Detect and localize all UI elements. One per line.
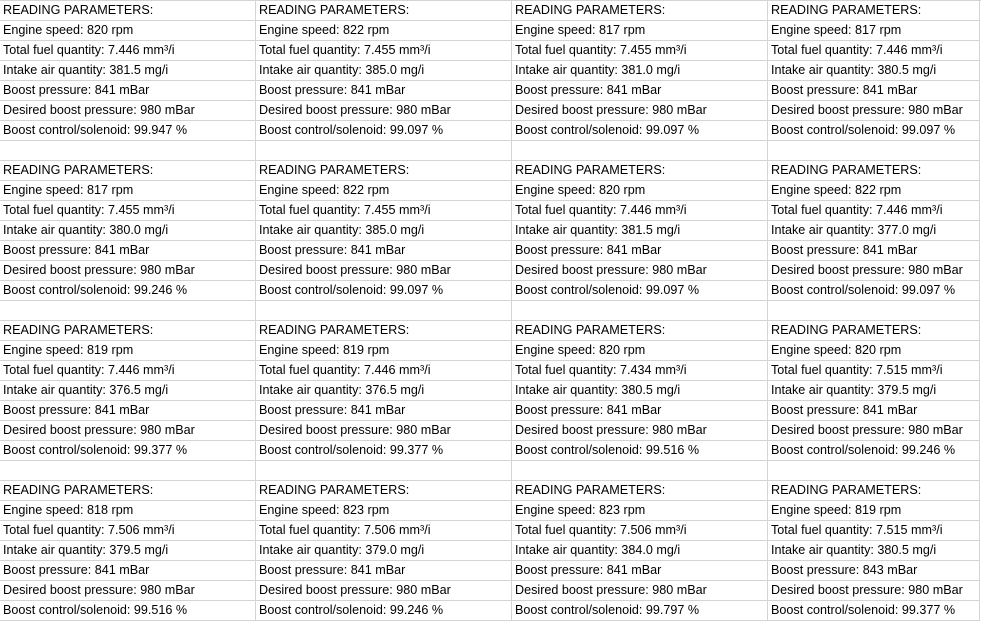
- cell-parameter[interactable]: Total fuel quantity: 7.446 mm³/i: [768, 41, 980, 61]
- cell-empty[interactable]: [512, 141, 768, 161]
- cell-empty[interactable]: [0, 301, 256, 321]
- cell-parameter[interactable]: Boost pressure: 841 mBar: [512, 561, 768, 581]
- cell-parameter[interactable]: Total fuel quantity: 7.446 mm³/i: [0, 41, 256, 61]
- cell-parameter[interactable]: Total fuel quantity: 7.446 mm³/i: [0, 361, 256, 381]
- cell-parameter[interactable]: Boost control/solenoid: 99.246 %: [256, 601, 512, 621]
- cell-parameter[interactable]: Total fuel quantity: 7.506 mm³/i: [512, 521, 768, 541]
- cell-parameter[interactable]: Total fuel quantity: 7.515 mm³/i: [768, 361, 980, 381]
- cell-parameter[interactable]: Total fuel quantity: 7.446 mm³/i: [256, 361, 512, 381]
- cell-parameter[interactable]: Boost pressure: 841 mBar: [768, 81, 980, 101]
- cell-parameter[interactable]: Engine speed: 823 rpm: [256, 501, 512, 521]
- cell-parameter[interactable]: Boost pressure: 841 mBar: [0, 81, 256, 101]
- cell-reading-heading[interactable]: READING PARAMETERS:: [0, 161, 256, 181]
- cell-reading-heading[interactable]: READING PARAMETERS:: [512, 161, 768, 181]
- cell-reading-heading[interactable]: READING PARAMETERS:: [768, 161, 980, 181]
- cell-reading-heading[interactable]: READING PARAMETERS:: [512, 1, 768, 21]
- cell-reading-heading[interactable]: READING PARAMETERS:: [256, 321, 512, 341]
- cell-parameter[interactable]: Boost control/solenoid: 99.797 %: [512, 601, 768, 621]
- cell-parameter[interactable]: Desired boost pressure: 980 mBar: [0, 421, 256, 441]
- cell-parameter[interactable]: Boost pressure: 841 mBar: [512, 241, 768, 261]
- cell-parameter[interactable]: Boost control/solenoid: 99.377 %: [0, 441, 256, 461]
- cell-empty[interactable]: [512, 461, 768, 481]
- cell-parameter[interactable]: Intake air quantity: 377.0 mg/i: [768, 221, 980, 241]
- cell-parameter[interactable]: Boost control/solenoid: 99.246 %: [0, 281, 256, 301]
- cell-parameter[interactable]: Boost control/solenoid: 99.516 %: [512, 441, 768, 461]
- cell-empty[interactable]: [768, 301, 980, 321]
- cell-parameter[interactable]: Intake air quantity: 379.5 mg/i: [768, 381, 980, 401]
- cell-parameter[interactable]: Boost pressure: 841 mBar: [512, 401, 768, 421]
- cell-parameter[interactable]: Intake air quantity: 385.0 mg/i: [256, 61, 512, 81]
- cell-parameter[interactable]: Engine speed: 819 rpm: [256, 341, 512, 361]
- cell-parameter[interactable]: Intake air quantity: 380.5 mg/i: [768, 61, 980, 81]
- cell-parameter[interactable]: Total fuel quantity: 7.455 mm³/i: [256, 41, 512, 61]
- cell-parameter[interactable]: Total fuel quantity: 7.455 mm³/i: [0, 201, 256, 221]
- cell-reading-heading[interactable]: READING PARAMETERS:: [0, 1, 256, 21]
- cell-parameter[interactable]: Intake air quantity: 376.5 mg/i: [0, 381, 256, 401]
- cell-parameter[interactable]: Desired boost pressure: 980 mBar: [512, 261, 768, 281]
- cell-parameter[interactable]: Engine speed: 820 rpm: [512, 181, 768, 201]
- cell-parameter[interactable]: Engine speed: 822 rpm: [256, 21, 512, 41]
- cell-parameter[interactable]: Engine speed: 822 rpm: [256, 181, 512, 201]
- cell-parameter[interactable]: Desired boost pressure: 980 mBar: [0, 581, 256, 601]
- cell-parameter[interactable]: Boost pressure: 841 mBar: [0, 241, 256, 261]
- cell-reading-heading[interactable]: READING PARAMETERS:: [768, 1, 980, 21]
- cell-parameter[interactable]: Engine speed: 820 rpm: [512, 341, 768, 361]
- cell-parameter[interactable]: Intake air quantity: 381.5 mg/i: [0, 61, 256, 81]
- cell-parameter[interactable]: Desired boost pressure: 980 mBar: [256, 101, 512, 121]
- cell-parameter[interactable]: Engine speed: 820 rpm: [0, 21, 256, 41]
- cell-reading-heading[interactable]: READING PARAMETERS:: [0, 481, 256, 501]
- cell-parameter[interactable]: Intake air quantity: 385.0 mg/i: [256, 221, 512, 241]
- cell-parameter[interactable]: Boost control/solenoid: 99.097 %: [512, 121, 768, 141]
- cell-parameter[interactable]: Boost pressure: 841 mBar: [256, 241, 512, 261]
- cell-parameter[interactable]: Boost pressure: 841 mBar: [256, 81, 512, 101]
- cell-empty[interactable]: [768, 141, 980, 161]
- cell-parameter[interactable]: Desired boost pressure: 980 mBar: [512, 581, 768, 601]
- cell-parameter[interactable]: Intake air quantity: 379.0 mg/i: [256, 541, 512, 561]
- cell-empty[interactable]: [256, 461, 512, 481]
- cell-parameter[interactable]: Boost control/solenoid: 99.246 %: [768, 441, 980, 461]
- cell-parameter[interactable]: Boost pressure: 841 mBar: [0, 401, 256, 421]
- cell-parameter[interactable]: Engine speed: 818 rpm: [0, 501, 256, 521]
- cell-parameter[interactable]: Engine speed: 817 rpm: [768, 21, 980, 41]
- cell-parameter[interactable]: Boost pressure: 841 mBar: [768, 241, 980, 261]
- cell-parameter[interactable]: Boost control/solenoid: 99.947 %: [0, 121, 256, 141]
- cell-parameter[interactable]: Engine speed: 819 rpm: [0, 341, 256, 361]
- cell-parameter[interactable]: Boost control/solenoid: 99.516 %: [0, 601, 256, 621]
- cell-parameter[interactable]: Total fuel quantity: 7.515 mm³/i: [768, 521, 980, 541]
- cell-parameter[interactable]: Total fuel quantity: 7.446 mm³/i: [512, 201, 768, 221]
- cell-empty[interactable]: [256, 301, 512, 321]
- cell-parameter[interactable]: Engine speed: 819 rpm: [768, 501, 980, 521]
- cell-parameter[interactable]: Engine speed: 823 rpm: [512, 501, 768, 521]
- cell-parameter[interactable]: Intake air quantity: 380.5 mg/i: [512, 381, 768, 401]
- cell-parameter[interactable]: Boost control/solenoid: 99.097 %: [256, 281, 512, 301]
- cell-empty[interactable]: [0, 141, 256, 161]
- cell-empty[interactable]: [512, 301, 768, 321]
- cell-parameter[interactable]: Boost control/solenoid: 99.377 %: [768, 601, 980, 621]
- cell-parameter[interactable]: Intake air quantity: 380.0 mg/i: [0, 221, 256, 241]
- cell-parameter[interactable]: Intake air quantity: 381.0 mg/i: [512, 61, 768, 81]
- cell-parameter[interactable]: Boost pressure: 841 mBar: [512, 81, 768, 101]
- cell-parameter[interactable]: Desired boost pressure: 980 mBar: [512, 421, 768, 441]
- cell-empty[interactable]: [768, 461, 980, 481]
- cell-reading-heading[interactable]: READING PARAMETERS:: [256, 161, 512, 181]
- cell-parameter[interactable]: Boost pressure: 841 mBar: [768, 401, 980, 421]
- cell-parameter[interactable]: Desired boost pressure: 980 mBar: [256, 581, 512, 601]
- cell-parameter[interactable]: Boost control/solenoid: 99.097 %: [768, 121, 980, 141]
- cell-parameter[interactable]: Total fuel quantity: 7.455 mm³/i: [256, 201, 512, 221]
- cell-parameter[interactable]: Desired boost pressure: 980 mBar: [256, 261, 512, 281]
- cell-parameter[interactable]: Engine speed: 817 rpm: [512, 21, 768, 41]
- cell-parameter[interactable]: Desired boost pressure: 980 mBar: [0, 261, 256, 281]
- cell-parameter[interactable]: Total fuel quantity: 7.506 mm³/i: [0, 521, 256, 541]
- cell-reading-heading[interactable]: READING PARAMETERS:: [768, 321, 980, 341]
- cell-parameter[interactable]: Desired boost pressure: 980 mBar: [512, 101, 768, 121]
- cell-parameter[interactable]: Boost pressure: 841 mBar: [256, 401, 512, 421]
- cell-reading-heading[interactable]: READING PARAMETERS:: [256, 1, 512, 21]
- cell-reading-heading[interactable]: READING PARAMETERS:: [256, 481, 512, 501]
- cell-parameter[interactable]: Desired boost pressure: 980 mBar: [768, 581, 980, 601]
- cell-parameter[interactable]: Total fuel quantity: 7.455 mm³/i: [512, 41, 768, 61]
- cell-parameter[interactable]: Intake air quantity: 380.5 mg/i: [768, 541, 980, 561]
- cell-parameter[interactable]: Engine speed: 820 rpm: [768, 341, 980, 361]
- cell-parameter[interactable]: Intake air quantity: 384.0 mg/i: [512, 541, 768, 561]
- cell-parameter[interactable]: Engine speed: 822 rpm: [768, 181, 980, 201]
- cell-empty[interactable]: [256, 141, 512, 161]
- cell-parameter[interactable]: Total fuel quantity: 7.446 mm³/i: [768, 201, 980, 221]
- cell-reading-heading[interactable]: READING PARAMETERS:: [0, 321, 256, 341]
- cell-parameter[interactable]: Boost control/solenoid: 99.377 %: [256, 441, 512, 461]
- cell-parameter[interactable]: Desired boost pressure: 980 mBar: [256, 421, 512, 441]
- cell-reading-heading[interactable]: READING PARAMETERS:: [512, 481, 768, 501]
- cell-parameter[interactable]: Desired boost pressure: 980 mBar: [768, 421, 980, 441]
- cell-parameter[interactable]: Desired boost pressure: 980 mBar: [768, 101, 980, 121]
- cell-parameter[interactable]: Boost control/solenoid: 99.097 %: [512, 281, 768, 301]
- cell-parameter[interactable]: Intake air quantity: 376.5 mg/i: [256, 381, 512, 401]
- cell-parameter[interactable]: Boost control/solenoid: 99.097 %: [256, 121, 512, 141]
- cell-parameter[interactable]: Boost pressure: 841 mBar: [256, 561, 512, 581]
- cell-parameter[interactable]: Desired boost pressure: 980 mBar: [768, 261, 980, 281]
- cell-parameter[interactable]: Total fuel quantity: 7.506 mm³/i: [256, 521, 512, 541]
- cell-parameter[interactable]: Boost pressure: 843 mBar: [768, 561, 980, 581]
- cell-parameter[interactable]: Intake air quantity: 379.5 mg/i: [0, 541, 256, 561]
- cell-reading-heading[interactable]: READING PARAMETERS:: [768, 481, 980, 501]
- cell-parameter[interactable]: Engine speed: 817 rpm: [0, 181, 256, 201]
- cell-parameter[interactable]: Total fuel quantity: 7.434 mm³/i: [512, 361, 768, 381]
- cell-parameter[interactable]: Desired boost pressure: 980 mBar: [0, 101, 256, 121]
- cell-parameter[interactable]: Intake air quantity: 381.5 mg/i: [512, 221, 768, 241]
- cell-reading-heading[interactable]: READING PARAMETERS:: [512, 321, 768, 341]
- cell-empty[interactable]: [0, 461, 256, 481]
- cell-parameter[interactable]: Boost control/solenoid: 99.097 %: [768, 281, 980, 301]
- cell-parameter[interactable]: Boost pressure: 841 mBar: [0, 561, 256, 581]
